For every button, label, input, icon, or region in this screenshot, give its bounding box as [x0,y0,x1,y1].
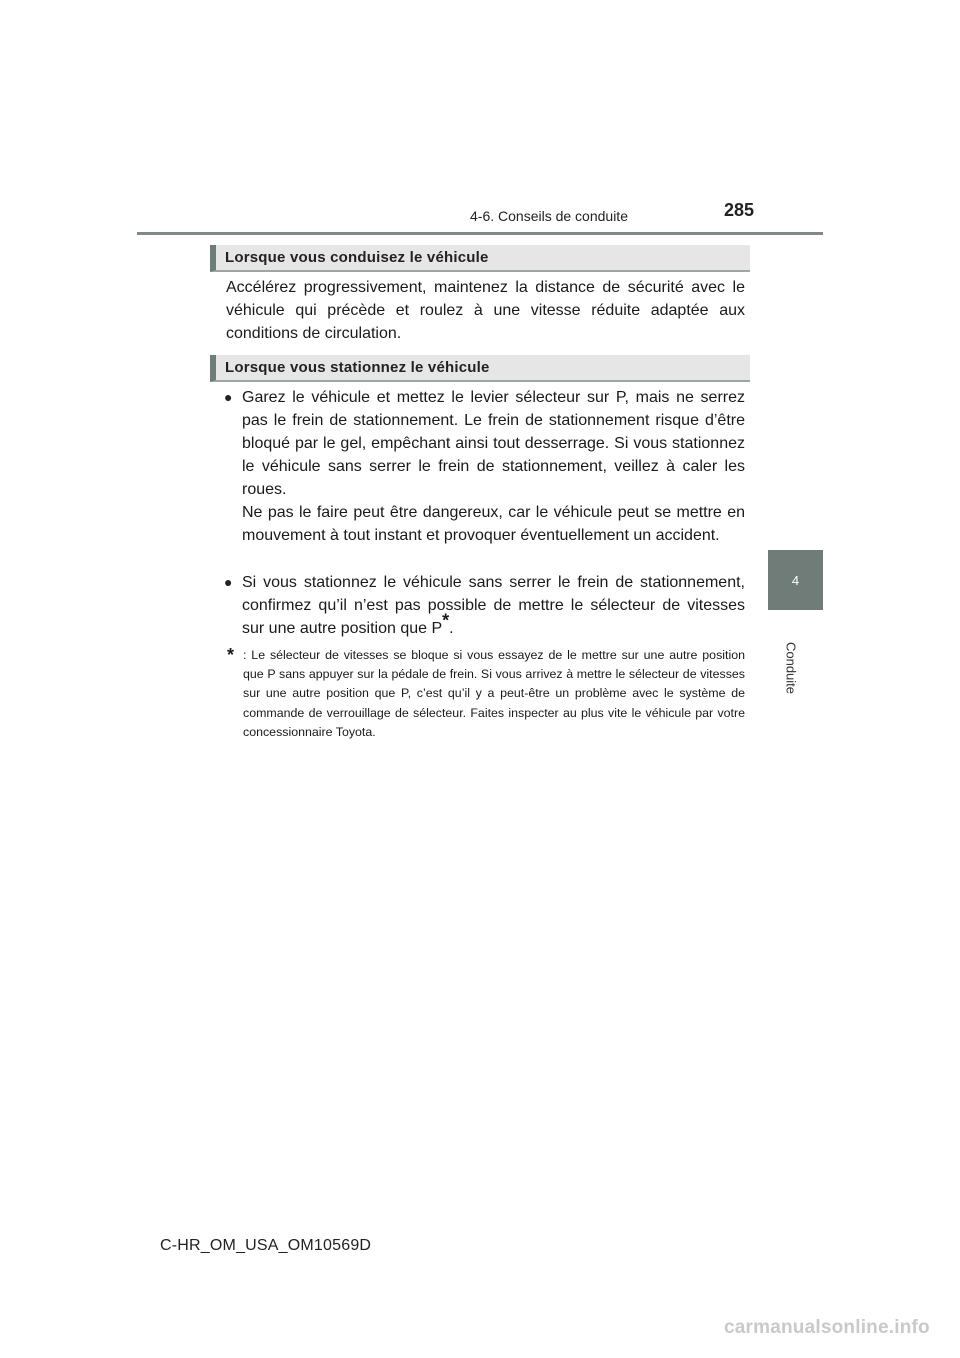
bullet-icon: ● [224,389,233,405]
footnote-text: : Le sélecteur de vitesses se bloque si vous essayez de le mettre sur une autre position que P sans appuyer sur la pédale de frein. Si vous arrivez à mettre le sélecteur de vitesses sur une autre position que P, c’est qu’il y a peut-être un problème avec le système de commande de verrouillage de sélecteur. Faites inspecter au plus vite le véhicule par votre concessionnaire Toyota. [243,648,745,739]
asterisk-mark: * [442,610,450,631]
watermark: carmanualsonline.info [724,1317,930,1338]
page-number: 285 [724,200,755,220]
bullet-text [242,571,745,640]
chapter-label-text: Conduite [783,641,799,695]
chapter-tab [768,550,823,610]
chapter-number: 4 [791,572,800,588]
footer-document-code: C-HR_OM_USA_OM10569D [160,1237,372,1254]
chapter-label [781,641,801,695]
bullet-text-warning: Ne pas le faire peut être dangereux, car le véhicule peut se mettre en mouvement à tout instant et provoquer éventuellement un accident. [242,504,745,544]
bullet-text [242,386,745,547]
header-rule [137,232,823,235]
footnote-mark: * [227,645,235,665]
bullet-text-main: Garez le véhicule et mettez le levier sélecteur sur P, mais ne serrez pas le frein de stationnement. Le frein de stationnement risque d’être bloqué par le gel, empêchant ainsi tout desserrage. Si vous stationnez le véhicule sans serrer le frein de stationnement, veillez à caler les roues. [242,389,745,498]
section-heading-driving: Lorsque vous conduisez le véhicule [210,245,750,272]
bullet-icon: ● [224,574,233,590]
list-item [224,386,745,547]
list-item [224,571,745,640]
driving-paragraph: Accélérez progressivement, maintenez la distance de sécurité avec le véhicule qui précède et roulez à une vitesse réduite adaptée aux conditions de circulation. [226,279,745,342]
bullet-text-end: . [449,620,454,637]
footnote [227,646,745,742]
bullet-text-main: Si vous stationnez le véhicule sans serrer le frein de stationnement, confirmez qu’il n’est pas possible de mettre le sélecteur de vitesses sur une autre position que P [242,574,745,637]
section-heading-parking: Lorsque vous stationnez le véhicule [210,355,750,382]
header-section-title: 4-6. Conseils de conduite [470,208,628,224]
